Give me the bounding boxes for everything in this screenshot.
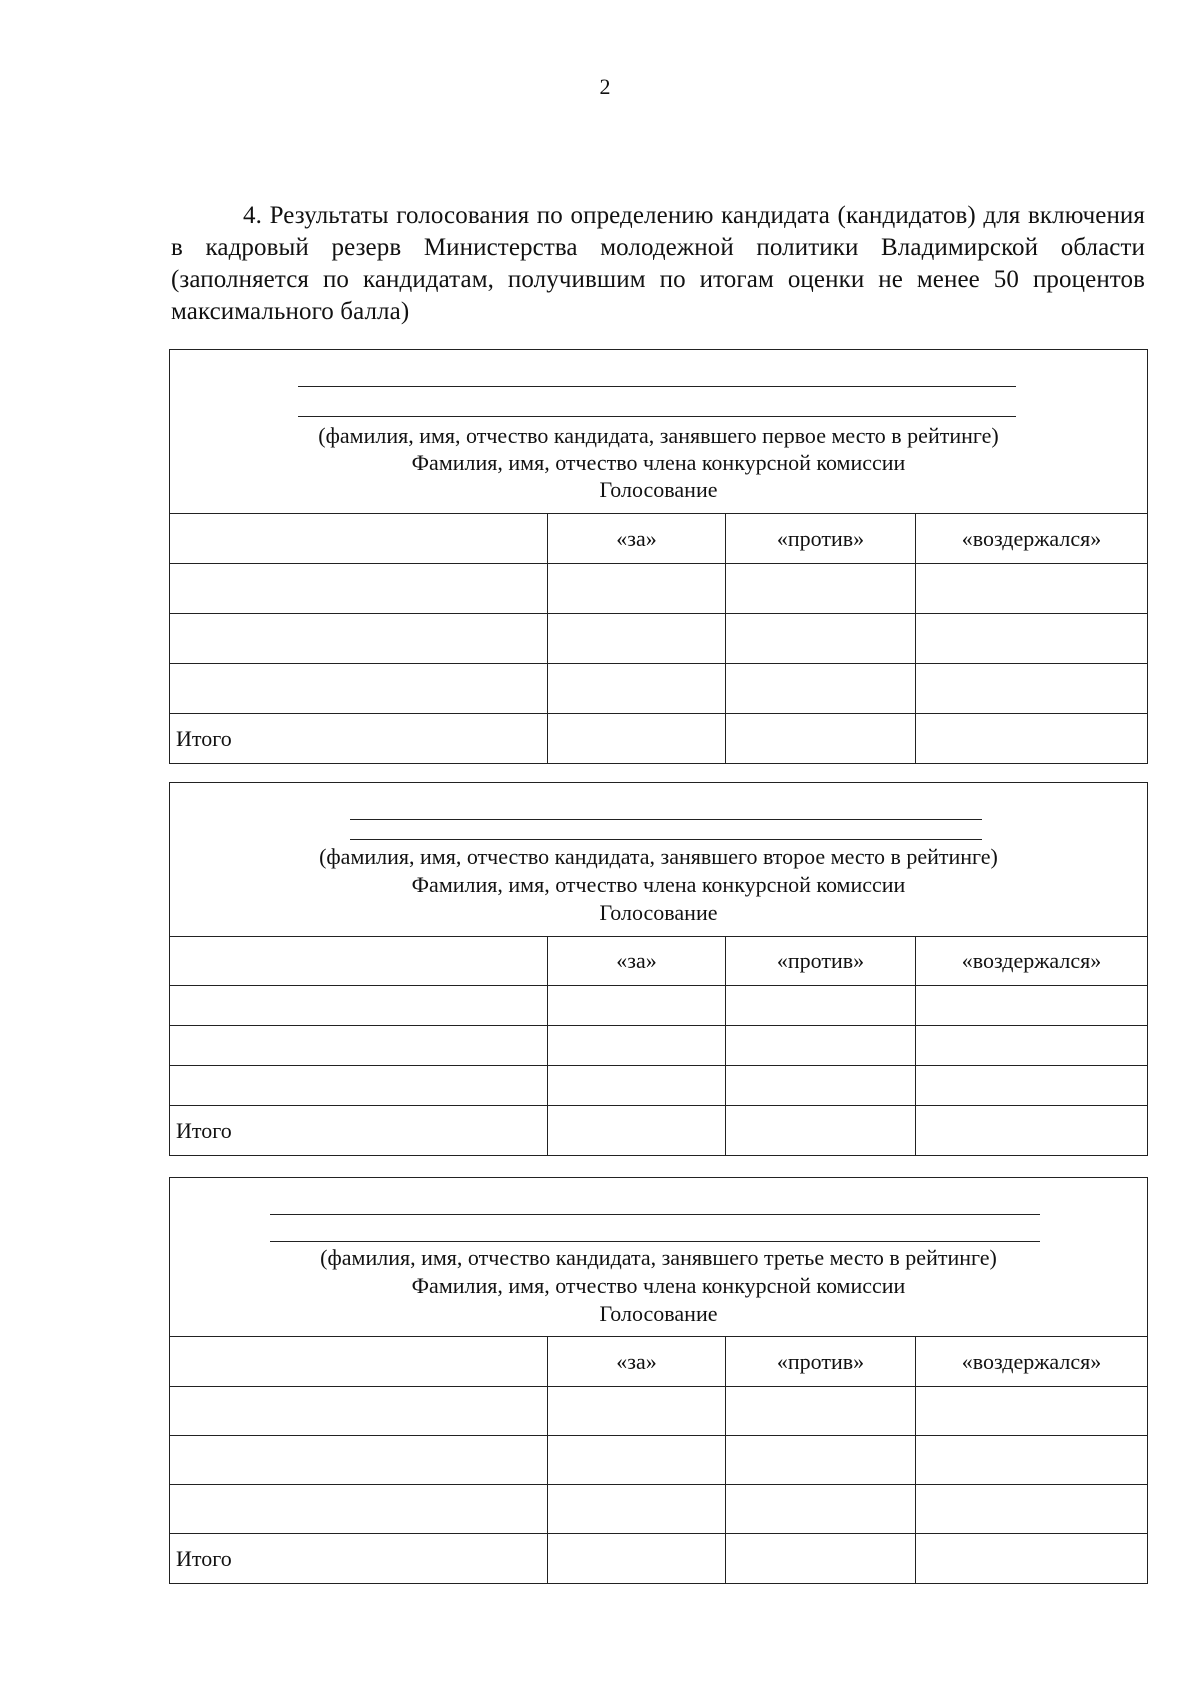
voting-caption: Голосование: [599, 477, 718, 502]
vote-cell[interactable]: [916, 986, 1148, 1026]
vote-cell[interactable]: [548, 614, 726, 664]
member-name-cell[interactable]: [170, 1387, 548, 1436]
column-for: «за»: [548, 1337, 726, 1387]
vote-cell[interactable]: [916, 714, 1148, 764]
vote-cell[interactable]: [916, 664, 1148, 714]
table-row: [170, 1387, 1148, 1436]
candidate-caption: (фамилия, имя, отчество кандидата, занявшего первое место в рейтинге): [318, 423, 999, 448]
vote-cell[interactable]: [916, 1485, 1148, 1534]
candidate-caption: (фамилия, имя, отчество кандидата, занявшего третье место в рейтинге): [320, 1245, 997, 1270]
vote-cell[interactable]: [916, 614, 1148, 664]
column-against: «против»: [726, 937, 916, 986]
member-name-cell[interactable]: [170, 664, 548, 714]
member-header-cell: [170, 937, 548, 986]
commission-caption: Фамилия, имя, отчество члена конкурсной комиссии: [411, 1273, 906, 1298]
vote-cell[interactable]: [916, 1066, 1148, 1106]
vote-cell[interactable]: [916, 1106, 1148, 1156]
member-header-cell: [170, 514, 548, 564]
member-name-cell[interactable]: [170, 614, 548, 664]
candidate-header: [170, 1178, 1148, 1337]
vote-cell[interactable]: [726, 714, 916, 764]
vote-cell[interactable]: [548, 986, 726, 1026]
vote-cell[interactable]: [548, 714, 726, 764]
name-line: [350, 819, 982, 820]
total-label: Итого: [170, 714, 548, 764]
vote-cell[interactable]: [548, 1485, 726, 1534]
voting-table-second: [169, 782, 1148, 1156]
column-against: «против»: [726, 1337, 916, 1387]
vote-cell[interactable]: [916, 1387, 1148, 1436]
table-row: [170, 614, 1148, 664]
vote-cell[interactable]: [548, 564, 726, 614]
voting-caption: Голосование: [599, 900, 718, 925]
column-against: «против»: [726, 514, 916, 564]
vote-cell[interactable]: [548, 1387, 726, 1436]
vote-cell[interactable]: [726, 614, 916, 664]
vote-cell[interactable]: [726, 564, 916, 614]
total-label: Итого: [170, 1106, 548, 1156]
page-number: 2: [599, 74, 611, 99]
table-row: [170, 1485, 1148, 1534]
table-row: [170, 664, 1148, 714]
name-line: [298, 386, 1016, 387]
vote-cell[interactable]: [726, 1436, 916, 1485]
member-name-cell[interactable]: [170, 1066, 548, 1106]
total-row: [170, 714, 1148, 764]
vote-cell[interactable]: [726, 1387, 916, 1436]
vote-cell[interactable]: [726, 1066, 916, 1106]
table-row: [170, 1026, 1148, 1066]
column-abstained: «воздержался»: [916, 937, 1148, 986]
member-name-cell[interactable]: [170, 1436, 548, 1485]
vote-cell[interactable]: [726, 664, 916, 714]
table-row: [170, 564, 1148, 614]
table-row: [170, 1436, 1148, 1485]
table-row: [170, 1066, 1148, 1106]
name-line: [270, 1214, 1040, 1215]
name-line: [270, 1241, 1040, 1242]
vote-cell[interactable]: [726, 1106, 916, 1156]
candidate-header: [170, 350, 1148, 514]
candidate-caption: (фамилия, имя, отчество кандидата, занявшего второе место в рейтинге): [319, 844, 998, 869]
vote-cell[interactable]: [726, 986, 916, 1026]
member-name-cell[interactable]: [170, 1485, 548, 1534]
total-label: Итого: [170, 1534, 548, 1584]
vote-cell[interactable]: [548, 1026, 726, 1066]
column-abstained: «воздержался»: [916, 514, 1148, 564]
name-line: [350, 839, 982, 840]
name-line: [298, 416, 1016, 417]
vote-cell[interactable]: [916, 1026, 1148, 1066]
voting-caption: Голосование: [599, 1301, 718, 1326]
vote-cell[interactable]: [916, 564, 1148, 614]
candidate-header: [170, 783, 1148, 937]
vote-cell[interactable]: [548, 1436, 726, 1485]
total-row: [170, 1106, 1148, 1156]
vote-cell[interactable]: [726, 1485, 916, 1534]
column-for: «за»: [548, 514, 726, 564]
vote-cell[interactable]: [548, 1534, 726, 1584]
member-header-cell: [170, 1337, 548, 1387]
column-abstained: «воздержался»: [916, 1337, 1148, 1387]
column-for: «за»: [548, 937, 726, 986]
vote-cell[interactable]: [548, 1106, 726, 1156]
member-name-cell[interactable]: [170, 986, 548, 1026]
voting-table-third: [169, 1177, 1148, 1584]
commission-caption: Фамилия, имя, отчество члена конкурсной комиссии: [411, 450, 906, 475]
intro-paragraph: 4. Результаты голосования по определению кандидата (кандидатов) для включения в кадровый резерв Министерства молодежной политики Владимирской области (заполняется по кандидатам, получившим по итогам оценки не менее 50 процентов максимального балла): [171, 202, 1145, 325]
member-name-cell[interactable]: [170, 564, 548, 614]
vote-cell[interactable]: [916, 1534, 1148, 1584]
vote-cell[interactable]: [726, 1534, 916, 1584]
member-name-cell[interactable]: [170, 1026, 548, 1066]
table-row: [170, 986, 1148, 1026]
total-row: [170, 1534, 1148, 1584]
commission-caption: Фамилия, имя, отчество члена конкурсной комиссии: [411, 872, 906, 897]
vote-cell[interactable]: [548, 1066, 726, 1106]
vote-cell[interactable]: [726, 1026, 916, 1066]
voting-table-first: [169, 349, 1148, 764]
vote-cell[interactable]: [548, 664, 726, 714]
vote-cell[interactable]: [916, 1436, 1148, 1485]
